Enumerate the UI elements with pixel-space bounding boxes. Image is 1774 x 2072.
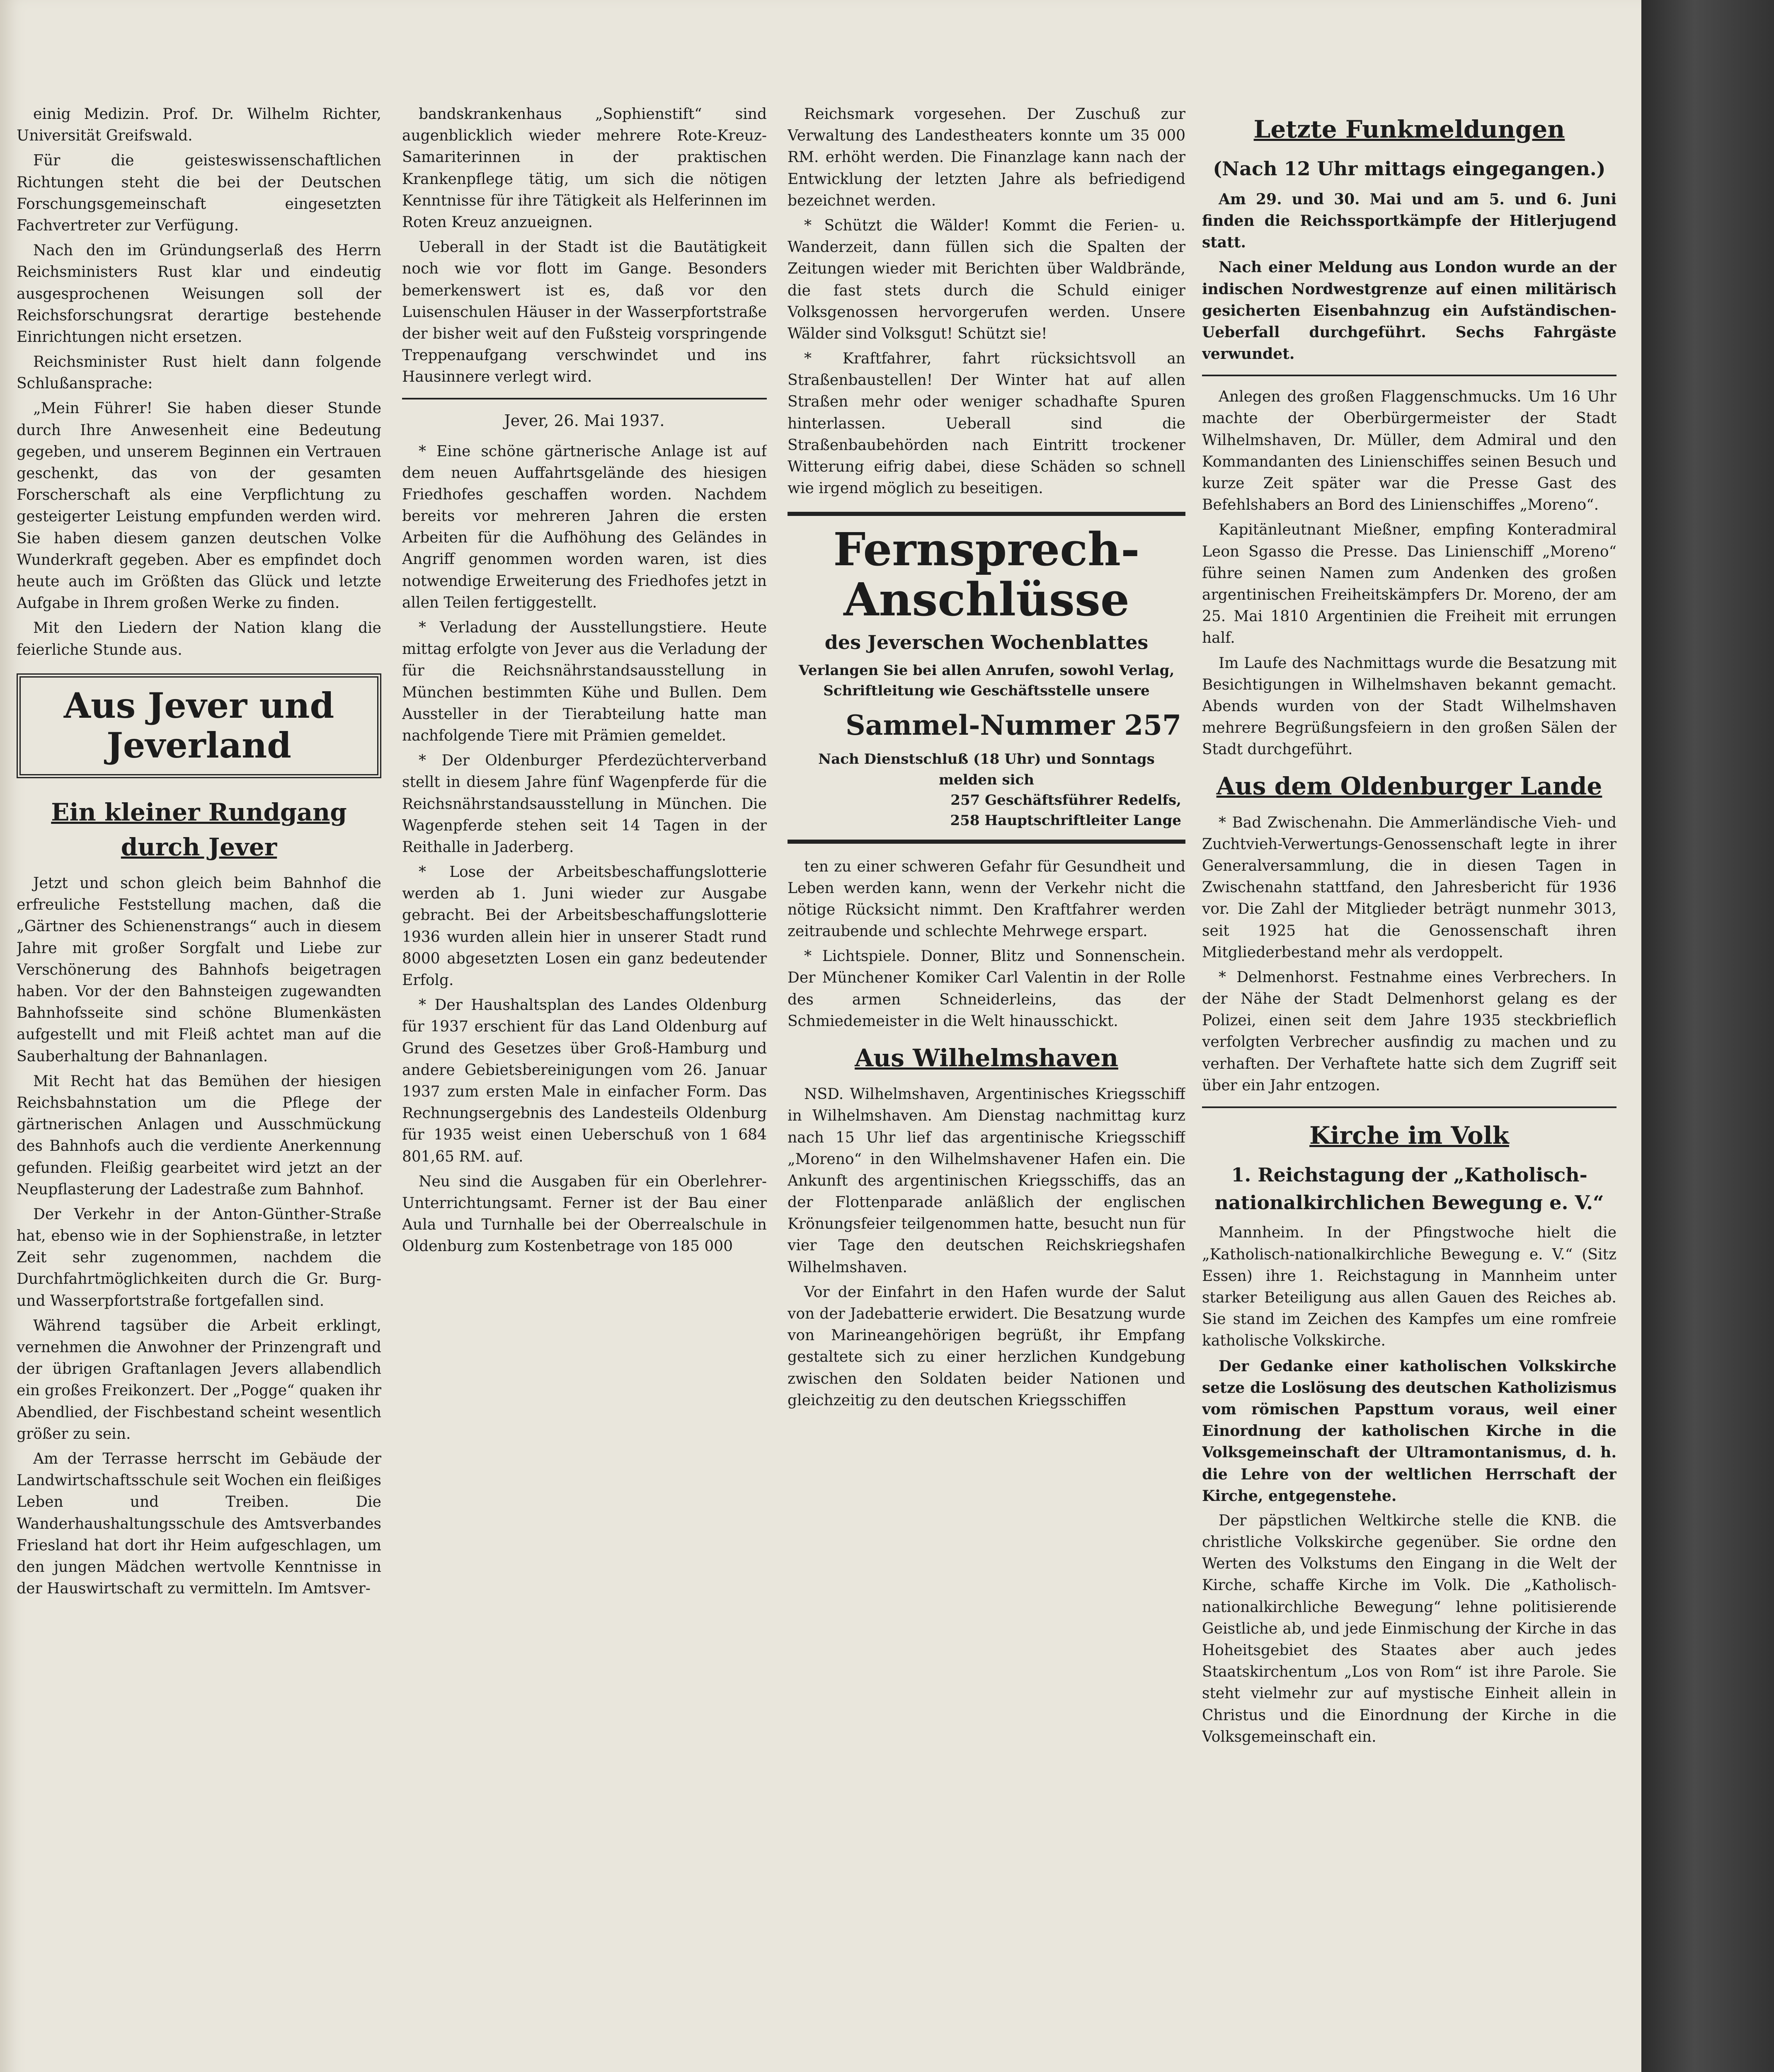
ad-line-1: 257 Geschäftsführer Redelfs, <box>950 792 1181 808</box>
section-title-oldenburg: Aus dem Oldenburger Lande <box>1216 772 1602 801</box>
phone-numbers-ad <box>788 512 1185 843</box>
paragraph: Nach den im Gründungserlaß des Herrn Reichsministers Rust klar und eindeutig ausgesprochenen Weisungen soll der Reichsforschungsrat derartige bestehende Einrichtungen nicht ersetzen. <box>17 242 381 346</box>
paragraph: * Lichtspiele. Donner, Blitz und Sonnenschein. Der Münchener Komiker Carl Valentin in der Rolle des armen Schneiderleins, das der Schmiedemeister in die Welt hinausschickt. <box>788 948 1185 1030</box>
paragraph: Neu sind die Ausgaben für ein Oberlehrer-Unterrichtungsamt. Ferner ist der Bau einer Aula und Turnhalle bei der Oberrealschule in Oldenburg zum Kostenbetrage von 185 000 <box>402 1173 767 1255</box>
paragraph: Anlegen des großen Flaggenschmucks. Um 16 Uhr machte der Oberbürgermeister der Stadt Wilhelmshaven, Dr. Müller, dem Admiral und den Kommandanten des Linienschiffes seinen Besuch und kurze Zeit später war die Presse Gast des Befehlshabers an Bord des Linienschiffes „Moreno“. <box>1202 388 1616 514</box>
column-4 <box>1202 104 1616 2072</box>
paragraph: Mit Recht hat das Bemühen der hiesigen Reichsbahnstation um die Pflege der gärtnerischen Anlagen und Ausschmückung des Bahnhofs auch die verdiente Anerkennung gefunden. Fleißig gearbeitet wird jetzt an der Neupflasterung der Ladestraße zum Bahnhof. <box>17 1072 381 1198</box>
paragraph: ten zu einer schweren Gefahr für Gesundheit und Leben werden kann, wenn der Verkehr nicht die nötige Rücksicht nimmt. Den Kraftfahrer werden zeitraubende und schlechte Mehrwege erspart. <box>788 858 1185 940</box>
paragraph: * Eine schöne gärtnerische Anlage ist auf dem neuen Auffahrtsgelände des hiesigen Friedhofes geschaffen worden. Nachdem bereits vor mehreren Jahren die ersten Arbeiten für die Aufhöhung des Geländes in Angriff genommen worden waren, ist dies notwendige Erweiterung des Friedhofes jetzt in allen Teilen fertiggestellt. <box>402 443 767 611</box>
paragraph: Der Verkehr in der Anton-Günther-Straße hat, ebenso wie in der Sophienstraße, in letzter Zeit sehr zugenommen, nachdem die Durchfahrtmöglichkeiten durch die Gr. Burg- und Wasserpfortstraße fortgefallen sind. <box>17 1205 381 1310</box>
column-2 <box>402 104 767 2072</box>
paragraph: * Bad Zwischenahn. Die Ammerländische Vieh- und Zuchtvieh-Verwertungs-Genossenschaft legte in ihrer Generalversammlung, die in diesen Tagen in Zwischenahn stattfand, den Jahresbericht für 1936 vor. Die Zahl der Mitglieder beträgt nunmehr 3013, seit 1925 hat die Genossenschaft ihren Mitgliederbestand mehr als verdoppelt. <box>1202 814 1616 961</box>
divider <box>1202 1106 1616 1108</box>
paragraph: bandskrankenhaus „Sophienstift“ sind augenblicklich wieder mehrere Rote-Kreuz-Samariterinnen in der praktischen Krankenpflege tätig, um sich die nötigen Kenntnisse für ihre Tätigkeit als Helferinnen im Roten Kreuz anzueignen. <box>402 106 767 231</box>
paragraph: * Verladung der Ausstellungstiere. Heute mittag erfolgte von Jever aus die Verladung der für die Reichsnährstandsausstellung in München bestimmten Kühe und Bullen. Dem Aussteller in der Tierabteilung hatte man nachfolgende Tiere mit Prämien gemeldet. <box>402 619 767 744</box>
paragraph: Der päpstlichen Weltkirche stelle die KNB. die christliche Volkskirche gegenüber. Sie ordne den Werten des Volkstums den Eingang in die Welt der Kirche, schaffe Kirche im Volk. Die „Katholisch-nationalkirchliche Bewegung“ lehne politisierende Geistliche ab, und jede Einmischung der Kirche in das Hoheitsgebiet des Staates aber auch jedes Staatskirchentum „Los von Rom“ ist ihre Parole. Sie steht vielmehr zur auf mystische Einheit allein in Christus und die Einordnung der Kirche in die Volksgemeinschaft ein. <box>1202 1512 1616 1745</box>
ad-subtitle: des Jeverschen Wochenblattes <box>824 631 1149 654</box>
paragraph: Reichsmark vorgesehen. Der Zuschuß zur Verwaltung des Landestheaters konnte um 35 000 RM. erhöht werden. Die Finanzlage kann nach der Entwicklung der letzten Jahre als befriedigend bezeichnet werden. <box>788 106 1185 209</box>
paragraph: Reichsminister Rust hielt dann folgende Schlußansprache: <box>17 353 381 392</box>
paragraph: * Der Oldenburger Pferdezüchterverband stellt in diesem Jahre fünf Wagenpferde für die Reichsnährstandsausstellung in München. Die Wagenpferde stehen seit 14 Tagen in der Reithalle in Jaderberg. <box>402 752 767 856</box>
ad-line-2: 258 Hauptschriftleiter Lange <box>950 812 1181 829</box>
section-title-kirche: Kirche im Volk <box>1309 1121 1509 1150</box>
dateline: Jever, 26. Mai 1937. <box>504 411 665 430</box>
paragraph: Vor der Einfahrt in den Hafen wurde der Salut von der Jadebatterie erwidert. Die Besatzung wurde von Marineangehörigen begrüßt, ihr Empfang gestaltete sich zu einer herzlichen Kundgebung zwischen den Soldaten beider Nationen und gleichzeitig zu den deutschen Kriegsschiffen <box>788 1283 1185 1409</box>
paragraph: Jetzt und schon gleich beim Bahnhof die erfreuliche Feststellung machen, daß die „Gärtner des Schienenstrangs“ auch in diesem Jahre mit großer Sorgfalt und Liebe zur Verschönerung des Bahnhofs beigetragen haben. Vor der den Bahnsteigen zugewandten Bahnhofsseite sind schöne Blumenkästen aufgestellt und mit Fleiß achtet man auf die Sauberhaltung der Bahnanlagen. <box>17 875 381 1065</box>
paragraph: Ueberall in der Stadt ist die Bautätigkeit noch wie vor flott im Gange. Besonders bemerkenswert ist es, daß vor den Luisenschulen Häuser in der Wasserpfortstraße der bisher weit auf den Fußsteig vorspringende Treppenaufgang verschwindet und ins Hausinnere verlegt wird. <box>402 239 767 386</box>
radio-news-title: Letzte Funkmeldungen <box>1253 115 1565 143</box>
column-3 <box>788 104 1185 2072</box>
section-title-wilhelmshaven: Aus Wilhelmshaven <box>855 1044 1118 1072</box>
paragraph: * Lose der Arbeitsbeschaffungslotterie werden ab 1. Juni wieder zur Ausgabe gebracht. Bei der Arbeitsbeschaffungslotterie 1936 wurden allein hier in unserer Stadt rund 8000 abgesetzten Losen ein ganz bedeutender Erfolg. <box>402 864 767 989</box>
paragraph: Mannheim. In der Pfingstwoche hielt die „Katholisch-nationalkirchliche Bewegung e. V.“ (Sitz Essen) ihre 1. Reichstagung in Mannheim unter starker Beteiligung aus allen Gauen des Reiches ab. Sie stand im Zeichen des Kampfes um eine romfreie katholische Volkskirche. <box>1202 1224 1616 1350</box>
divider <box>1202 375 1616 376</box>
paragraph: * Der Haushaltsplan des Landes Oldenburg für 1937 erschient für das Land Oldenburg auf Grund des Gesetzes über Groß-Hamburg und andere Gebietsbereinigungen vom 26. Januar 1937 zum ersten Male in einfacher Form. Das Rechnungsergebnis des Landesteils Oldenburg für 1935 weist einen Ueberschuß von 1 684 801,65 RM. auf. <box>402 997 767 1165</box>
article-title: Ein kleiner Rundgang durch Jever <box>51 798 347 861</box>
radio-news-subtitle: (Nach 12 Uhr mittags eingegangen.) <box>1213 157 1606 180</box>
paragraph: NSD. Wilhelmshaven, Argentinisches Kriegsschiff in Wilhelmshaven. Am Dienstag nachmittag kurz nach 15 Uhr lief das argentinische Kriegsschiff „Moreno“ in den Wilhelmshavener Hafen ein. Die Ankunft des argentinischen Kriegsschiffs, das an der Flottenparade anläßlich der englischen Krönungsfeier teilgenommen hatte, besucht nun für vier Tage den deutschen Reichskriegshafen Wilhelmshaven. <box>788 1086 1185 1276</box>
section-subtitle-kirche: 1. Reichstagung der „Katholisch-nationalkirchlichen Bewegung e. V.“ <box>1214 1164 1604 1214</box>
paragraph: „Mein Führer! Sie haben dieser Stunde durch Ihre Anwesenheit eine Bedeutung gegeben, und unserem Beginnen ein Vertrauen geschenkt, das von der gesamten Forscherschaft als eine Verpflichtung zu gesteigerter Leistung empfunden werden wird. Sie haben diesem ganzen deutschen Volke Wunderkraft gegeben. Aber es empfindet doch heute auch im Größten das Glück und letzte Aufgabe in Ihrem großen Werke zu finden. <box>17 400 381 612</box>
column-1 <box>17 104 381 2072</box>
paragraph: Im Laufe des Nachmittags wurde die Besatzung mit Besichtigungen in Wilhelmshaven bekannt gemacht. Abends wurden von der Stadt Wilhelmshaven mehrere Begrüßungsfeiern in den großen Sälen der Stadt durchgeführt. <box>1202 654 1616 758</box>
paragraph: Am 29. und 30. Mai und am 5. und 6. Juni finden die Reichssportkämpfe der Hitlerjugend statt. <box>1202 190 1616 252</box>
paragraph: Für die geisteswissenschaftlichen Richtungen steht die bei der Deutschen Forschungsgemeinschaft eingesetzten Fachvertreter zur Verfügung. <box>17 152 381 234</box>
paragraph: Nach einer Meldung aus London wurde an der indischen Nordwestgrenze auf einen militärisch gesicherten Eisenbahnzug ein Aufständischen-Ueberfall durchgeführt. Sechs Fahrgäste verwundet. <box>1202 259 1616 363</box>
ad-after: Nach Dienstschluß (18 Uhr) und Sonntags melden sich <box>818 751 1155 788</box>
paragraph: einig Medizin. Prof. Dr. Wilhelm Richter, Universität Greifswald. <box>17 106 381 145</box>
ad-title: Fernsprech-Anschlüsse <box>833 523 1140 627</box>
paragraph: Während tagsüber die Arbeit erklingt, vernehmen die Anwohner der Prinzengraft und der übrigen Graftanlagen Jevers allabendlich ein großes Freikonzert. Der „Pogge“ quaken ihr Abendlied, der Fischbestand scheint wesentlich größer zu sein. <box>17 1317 381 1443</box>
paragraph: * Schützt die Wälder! Kommt die Ferien- u. Wanderzeit, dann füllen sich die Spalten der Zeitungen wieder mit Berichten über Waldbrände, die fast stets durch die Schuld einiger Volksgenossen hervorgerufen werden. Unsere Wälder sind Volksgut! Schützt sie! <box>788 217 1185 342</box>
scan-background <box>1641 0 1774 2072</box>
ad-text: Verlangen Sie bei allen Anrufen, sowohl Verlag, Schriftleitung wie Geschäftsstelle unsere <box>798 662 1175 700</box>
divider <box>402 398 767 399</box>
section-headbox-jever: Aus Jever und Jeverland <box>17 673 381 778</box>
paragraph: Der Gedanke einer katholischen Volkskirche setze die Loslösung des deutschen Katholizismus vom römischen Papsttum voraus, weil einer Einordnung der katholischen Kirche in die Volksgemeinschaft der Ultramontanismus, d. h. die Lehre von der weltlichen Herrschaft der Kirche, entgegenstehe. <box>1202 1357 1616 1505</box>
paragraph: Mit den Liedern der Nation klang die feierliche Stunde aus. <box>17 620 381 658</box>
paragraph: Am der Terrasse herrscht im Gebäude der Landwirtschaftsschule seit Wochen ein fleißiges Leben und Treiben. Die Wanderhaushaltungsschule des Amtsverbandes Friesland hat dort ihr Heim aufgeschlagen, um den jungen Mädchen wertvolle Kenntnisse in der Hauswirtschaft zu vermitteln. Im Amtsver- <box>17 1450 381 1598</box>
ad-number: Sammel-Nummer 257 <box>845 709 1181 741</box>
paragraph: * Delmenhorst. Festnahme eines Verbrechers. In der Nähe der Stadt Delmenhorst gelang es der Polizei, einen seit dem Jahre 1935 steckbrieflich verfolgten Verbrecher ausfindig zu machen und zu verhaften. Der Verhaftete hatte sich dem Zugriff seit über ein Jahr entzogen. <box>1202 968 1616 1094</box>
paragraph: * Kraftfahrer, fahrt rücksichtsvoll an Straßenbaustellen! Der Winter hat auf allen Straßen mehr oder weniger schadhafte Spuren hinterlassen. Ueberall sind die Straßenbaubehörden nach Eintritt trockener Witterung eifrig dabei, diese Schäden so schnell wie irgend möglich zu beseitigen. <box>788 350 1185 497</box>
paragraph: Kapitänleutnant Mießner, empfing Konteradmiral Leon Sgasso die Presse. Das Linienschiff „Moreno“ führe seinen Namen zum Andenken des großen argentinischen Freiheitskämpfers Dr. Moreno, der am 25. Mai 1810 Argentinien die Freiheit mit errungen half. <box>1202 521 1616 647</box>
